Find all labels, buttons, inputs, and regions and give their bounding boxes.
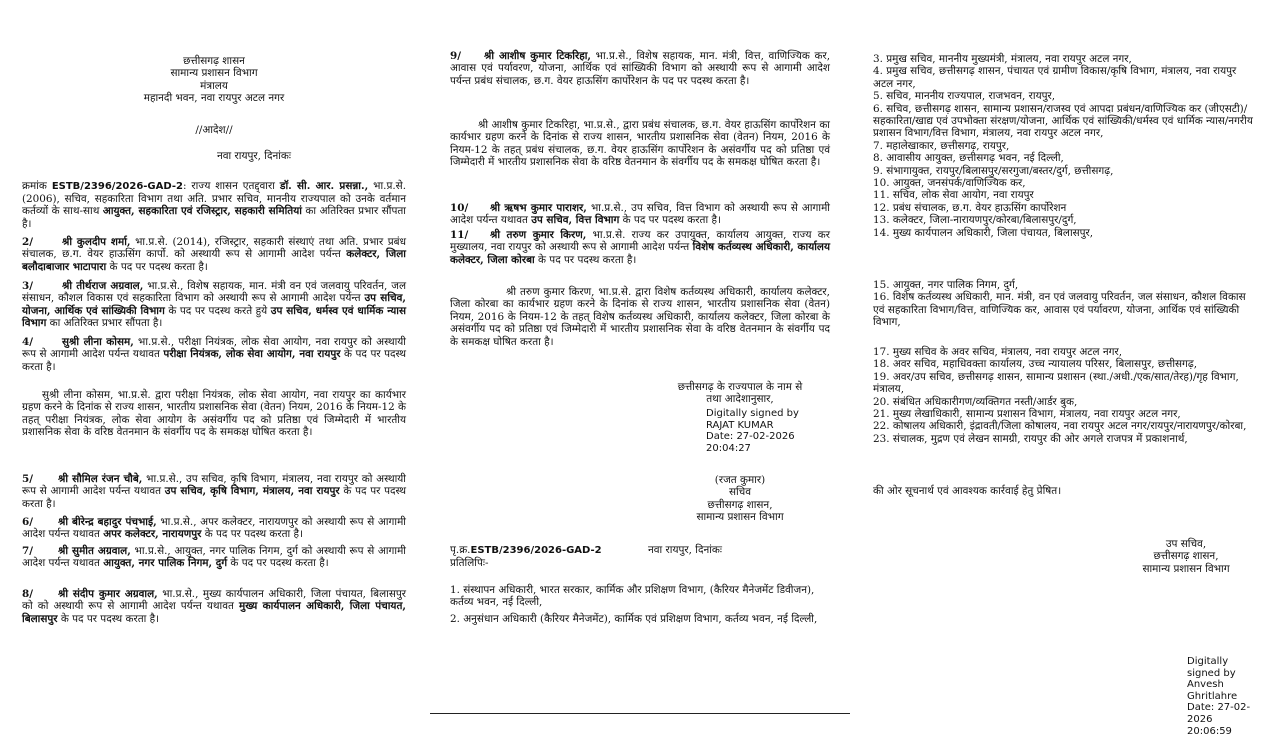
posting: आयुक्त, नगर पालिक निगम, दुर्ग (103, 557, 228, 570)
order-para-11 (450, 229, 830, 266)
page-divider-line (430, 713, 850, 714)
cc-item: 2. अनुसंधान अधिकारी (कैरियर मैनेजमेंट), कार्मिक एवं प्रशिक्षण विभाग, कर्तव्य भवन, नई दिल्ली, (450, 613, 818, 625)
sig-date: Date: 27-02-2026 (1187, 702, 1251, 725)
para-text: भा.प्र.से. (2006), सचिव, सहकारिता विभाग तथा अति. प्रभार सचिव, माननीय राज्यपाल को उनके वर्तमान कर्तव्यों के साथ-साथ (22, 180, 407, 218)
cc-item: 16. विशेष कर्तव्यस्थ अधिकारी, मान. मंत्री, वन एवं जलवायु परिवर्तन, जल संसाधन, कौशल विकास एवं सहकारिता विभाग/वित्त, वाणिज्यिक कर, आवास एवं पर्यावरण, योजना, आर्थिक एवं सांख्यिकी विभाग, (873, 291, 1246, 329)
letterhead-ministry: मंत्रालय (200, 79, 228, 92)
letterhead (22, 55, 406, 105)
para-text: भा.प्र.से. राज्य कर उपायुक्त, कार्यालय आयुक्त, राज्य कर मुख्यालय, नवा रायपुर को अस्थायी रूप से आगामी आदेश पर्यन्त (450, 229, 830, 254)
order-para-6 (22, 516, 406, 541)
para-text: के पद पर पदस्थ करता है। (22, 348, 407, 373)
order-reference: ESTB/2396/2026-GAD-2 (51, 181, 183, 192)
order-para-3 (22, 280, 406, 330)
para-text: भा.प्र.से., मुख्य कार्यपालन अधिकारी, जिला पंचायत, बिलासपुर को को अस्थायी रूप से आगामी आदेश पर्यन्त यथावत (22, 588, 406, 613)
cc-item: 10. आयुक्त, जनसंपर्क/वाणिज्यिक कर, (873, 177, 1026, 190)
sig-name: RAJAT KUMAR (706, 419, 774, 431)
para-text: : राज्य शासन एतद्द्वारा (182, 180, 280, 192)
officer-name: सुश्री लीना कोसम, (62, 336, 134, 348)
deputy-designation: उप सचिव, (1165, 538, 1207, 550)
posting: अपर कलेक्टर, नारायणपुर (103, 528, 202, 541)
officer-name: श्री ऋषभ कुमार पाराशर, (490, 202, 587, 214)
deputy-secretary-block (1101, 538, 1271, 575)
place-date: नवा रायपुर, दिनांकः (216, 150, 291, 162)
para-text: भा.प्र.से., विशेष सहायक, मान. मंत्री वन एवं जलवायु परिवर्तन, जल संसाधन, कौशल विकास एवं सहकारिता विभाग को अस्थायी रूप से आगामी आदेश पर्यन्त (22, 280, 406, 305)
cc-item: 1. संस्थापन अधिकारी, भारत सरकार, कार्मिक और प्रशिक्षण विभाग, (कैरियर मैनेजमेंट डिवीजन), कर्तव्य भवन, नई दिल्ली, (450, 584, 815, 609)
cc-item: 22. कोषालय अधिकारी, इंद्रावती/जिला कोषालय, नवा रायपुर अटल नगर/रायपुर/नारायणपुर/कोरबा, (873, 420, 1247, 433)
officer-name: डॉ. सी. आर. प्रसन्ना., (279, 180, 369, 192)
endorsement-line (450, 544, 830, 557)
posting: उप सचिव, कृषि विभाग, मंत्रालय, नवा रायपुर (164, 485, 340, 498)
para-text: का अतिरिक्त प्रभार सौंपता है। (22, 205, 406, 230)
officer-name: श्री तरुण कुमार किरण, (490, 229, 587, 241)
officer-name: श्री सौमिल रंजन चौबे, (58, 473, 143, 485)
officer-name: श्री तीर्थराज अग्रवाल, (62, 280, 144, 292)
para-text: भा.प्र.से., उप सचिव, वित्त विभाग को अस्थायी रूप से आगामी आदेश पर्यन्त यथावत (450, 202, 830, 227)
secretary-designation: सचिव (728, 486, 752, 499)
secretary-signature-block (665, 474, 815, 524)
secretary-department: सामान्य प्रशासन विभाग (696, 511, 784, 524)
letterhead-department: सामान्य प्रशासन विभाग (170, 67, 258, 80)
cc-item: 21. मुख्य लेखाधिकारी, सामान्य प्रशासन विभाग, मंत्रालय, नवा रायपुर अटल नगर, (873, 408, 1181, 421)
posting: उप सचिव, धर्मस्व एवं धार्मिक न्यास विभाग (22, 304, 407, 330)
officer-name: श्री बीरेन्द्र बहादुर पंचभाई, (58, 516, 157, 528)
para-number: 4/ (22, 336, 34, 348)
para-text: भा.प्र.से., उप सचिव, कृषि विभाग, मंत्रालय, नवा रायपुर को अस्थायी रूप से आगामी आदेश पर्यन्त यथावत (22, 473, 406, 498)
cc-item: 13. कलेक्टर, जिला-नारायणपुर/कोरबा/बिलासपुर/दुर्ग, (873, 214, 1077, 227)
cc-list-b (873, 279, 1258, 329)
governor-line-2: तथा आदेशानुसार, (706, 393, 774, 406)
posting: परीक्षा नियंत्रक, लोक सेवा आयोग, नवा रायपुर (163, 348, 341, 361)
para-text: के पद पर पदस्थ करता है। (227, 557, 329, 570)
cc-item: 15. आयुक्त, नगर पालिक निगम, दुर्ग, (873, 279, 1019, 291)
endorse-prefix: पृ.क्र. (450, 544, 471, 556)
cc-item: 7. महालेखाकार, छत्तीसगढ़, रायपुर, (873, 139, 1010, 152)
order-heading: //आदेश// (195, 124, 233, 136)
cc-list-a (873, 53, 1258, 239)
posting: कलेक्टर, जिला बलौदाबाजार भाटापारा (22, 248, 407, 273)
sig-date: Date: 27-02-2026 (706, 431, 795, 443)
order-para-9 (450, 50, 830, 87)
endorse-reference: ESTB/2396/2026-GAD-2 (470, 545, 602, 556)
order-para-1 (22, 180, 406, 230)
order-para-5 (22, 473, 406, 510)
officer-name: श्री सुमीत अग्रवाल, (58, 545, 131, 557)
para-number: 10/ (450, 202, 469, 214)
para-text: भा.प्र.से., परीक्षा नियंत्रक, लोक सेवा आयोग, नवा रायपुर को अस्थायी रूप से आगामी आदेश पर्यन्त यथावत (22, 336, 407, 361)
order-para-9-note: श्री आशीष कुमार टिकरिहा, भा.प्र.से., द्वारा प्रबंध संचालक, छ.ग. वेयर हाऊसिंग कार्पोरेशन का कार्यभार ग्रहण करने के दिनांक से राज्य शासन, भारतीय प्रशासनिक सेवा (वेतन) नियम, 2016 के नियम-12 के तहत् प्रबंध संचालक, छ.ग. वेयर हाऊसिंग कार्पोरेशन के असंवर्गीय पद को प्रतिष्ठा एवं जिम्मेदारी में भारतीय प्रशासनिक सेवा के वरिष्ठ वेतनमान के संवर्गीय पद के समकक्ष घोषित करता है। (450, 119, 830, 169)
para-number: 8/ (22, 588, 34, 600)
posting: मुख्य कार्यपालन अधिकारी, जिला पंचायत, बिलासपुर (22, 600, 406, 625)
cc-item: 14. मुख्य कार्यपालन अधिकारी, जिला पंचायत, बिलासपुर, (873, 226, 1094, 239)
copy-to-label: प्रतिलिपिः- (450, 557, 489, 569)
para-text: भा.प्र.से., अपर कलेक्टर, नारायणपुर को अस्थायी रूप से आगामी आदेश पर्यन्त यथावत (22, 516, 406, 541)
order-para-10 (450, 202, 830, 227)
para-text: भा.प्र.से., विशेष सहायक, मान. मंत्री, वित्त, वाणिज्यिक कर, आवास एवं पर्यावरण, योजना, आर्थिक एवं सांख्यिकी विभाग को अस्थायी रूप से आगामी आदेश पर्यन्त प्रबंध संचालक, छ.ग. वेयर हाऊसिंग कार्पोरेशन के पद पर पदस्थ करता है। (450, 50, 830, 87)
sig-name: Anvesh Ghritlahre (1187, 679, 1238, 702)
para-number: 2/ (22, 236, 34, 248)
cc-item: 8. आवासीय आयुक्त, छत्तीसगढ़ भवन, नई दिल्ली, (873, 152, 1064, 165)
para-number: 7/ (22, 545, 34, 557)
secretary-name: (रजत कुमार) (714, 474, 766, 486)
para-text: के पद पर पदस्थ करता है। (22, 485, 407, 510)
officer-name: श्री आशीष कुमार टिकरिहा, (484, 50, 592, 62)
cc-item: 19. अवर/उप सचिव, छत्तीसगढ़ शासन, सामान्य प्रशासन (स्था./अधी./एक/सात/तेरह)/गृह विभाग, मंत्रालय, (873, 370, 1239, 396)
para-number: 6/ (22, 516, 34, 528)
para-text: भा.प्र.से. (2014), रजिस्ट्रार, सहकारी संस्थाएं तथा अति. प्रभार प्रबंध संचालक, छ.ग. वेयर हाऊसिंग कार्पो. को अस्थायी रूप से आगामी आदेश पर्यन्त (22, 236, 406, 261)
para-number: 11/ (450, 229, 469, 241)
cc-item: 11. सचिव, लोक सेवा आयोग, नवा रायपुर (873, 189, 1034, 202)
cc-item: 12. प्रबंध संचालक, छ.ग. वेयर हाऊसिंग कार्पोरेशन (873, 201, 1067, 214)
cc-list-c (873, 346, 1258, 445)
cc-item: 23. संचालक, मुद्रण एवं लेखन सामग्री, रायपुर की ओर अगले राजपत्र में प्रकाशनार्थ, (873, 432, 1188, 445)
cc-item: 5. सचिव, माननीय राज्यपाल, राजभवन, रायपुर, (873, 90, 1056, 103)
posting: आयुक्त, सहकारिता एवं रजिस्ट्रार, सहकारी समितियां (102, 205, 302, 218)
para-text: के पद पर पदस्थ करता है। (106, 260, 208, 273)
posting: विशेष कर्तव्यस्थ अधिकारी, कार्यालय कलेक्टर, जिला कोरबा (450, 241, 830, 266)
secretary-government: छत्तीसगढ़ शासन, (707, 498, 773, 511)
sig-time: 20:06:59 (1187, 725, 1232, 737)
officer-name: श्री कुलदीप शर्मा, (62, 236, 131, 248)
posting: उप सचिव, वित्त विभाग (531, 214, 620, 227)
sig-line: Digitally signed by (1187, 656, 1236, 679)
para-text: का अतिरिक्त प्रभार सौंपता है। (46, 317, 163, 330)
order-para-2 (22, 236, 406, 273)
para-number: 9/ (450, 50, 462, 62)
para-text: के पद पर पदस्थ करते हुये (164, 304, 271, 317)
cc-item: 9. संभागायुक्त, रायपुर/बिलासपुर/सरगुजा/बस्तर/दुर्ग, छत्तीसगढ़, (873, 164, 1114, 177)
order-para-4 (22, 336, 406, 373)
endorse-place-date: नवा रायपुर, दिनांकः (648, 544, 723, 556)
letterhead-government: छत्तीसगढ़ शासन (183, 55, 245, 67)
para-text: के पद पर पदस्थ करता है। (57, 612, 160, 625)
deputy-government: छत्तीसगढ़ शासन, (1153, 550, 1219, 563)
order-para-11-note: श्री तरुण कुमार किरण, भा.प्र.से. द्वारा विशेष कर्तव्यस्थ अधिकारी, कार्यालय कलेक्टर, जिला कोरबा का कार्यभार ग्रहण करने के दिनांक से राज्य शासन, भारतीय प्रशासनिक सेवा (वेतन) नियम, 2016 के नियम-12 के तहत् विशेष कर्तव्यस्थ अधिकारी, कार्यालय कलेक्टर, जिला कोरबा के असंवर्गीय पद को प्रतिष्ठा एवं जिम्मेदारी में भारतीय प्रशासनिक सेवा के वरिष्ठ वेतनमान के संवर्गीय पद के समकक्ष घोषित करता है। (450, 286, 830, 348)
para-text: के पद पर पदस्थ करता है। (534, 253, 637, 266)
order-para-7 (22, 545, 406, 570)
forward-note: की ओर सूचनार्थ एवं आवश्यक कार्रवाई हेतु प्रेषित। (873, 485, 1062, 497)
letterhead-address: महानदी भवन, नवा रायपुर अटल नगर (143, 92, 285, 105)
posting: उप सचिव, योजना, आर्थिक एवं सांख्यिकी विभाग (22, 292, 407, 317)
cc-item: 4. प्रमुख सचिव, छत्तीसगढ़ शासन, पंचायत एवं ग्रामीण विकास/कृषि विभाग, मंत्रालय, नवा रायपुर अटल नगर, (873, 65, 1237, 90)
deputy-department: सामान्य प्रशासन विभाग (1142, 562, 1230, 575)
para-text: भा.प्र.से., आयुक्त, नगर पालिक निगम, दुर्ग को अस्थायी रूप से आगामी आदेश पर्यन्त यथावत (22, 545, 406, 570)
cc-item: 6. सचिव, छत्तीसगढ़ शासन, सामान्य प्रशासन/राजस्व एवं आपदा प्रबंधन/वाणिज्यिक कर (जीएसटी)/सहकारिता/खाद्य एवं उपभोक्ता संरक्षण/योजना, आर्थिक एवं सांख्यिकी/धर्मस्व एवं धार्मिक न्यास/नगरीय प्रशासन विभाग/वित्त विभाग, मंत्रालय, नवा रायपुर अटल नगर, (873, 102, 1253, 140)
cc-item: 17. मुख्य सचिव के अवर सचिव, मंत्रालय, नवा रायपुर अटल नगर, (873, 346, 1123, 358)
governor-line-1: छत्तीसगढ़ के राज्यपाल के नाम से (677, 381, 803, 393)
governor-order-line (640, 381, 840, 406)
digital-signature-rajat (706, 408, 799, 454)
sig-line: Digitally signed by (706, 408, 799, 419)
para-number: 3/ (22, 280, 34, 292)
para-text: के पद पर पदस्थ करता है। (619, 214, 721, 227)
cc-item: 3. प्रमुख सचिव, माननीय मुख्यमंत्री, मंत्रालय, नवा रायपुर अटल नगर, (873, 53, 1132, 65)
order-para-4-note: सुश्री लीना कोसम, भा.प्र.से. द्वारा परीक्षा नियंत्रक, लोक सेवा आयोग, नवा रायपुर का कार्यभार ग्रहण करने के दिनांक से राज्य शासन, भारतीय प्रशासनिक सेवा (वेतन) नियम, 2016 के नियम-12 के तहत् परीक्षा नियंत्रक, लोक सेवा आयोग के असंवर्गीय पद को प्रतिष्ठा एवं जिम्मेदारी में भारतीय प्रशासनिक सेवा के वरिष्ठ वेतनमान के संवर्गीय पद के समकक्ष घोषित करता है। (22, 389, 406, 439)
digital-signature-anvesh (1187, 656, 1258, 737)
para-text: क्रमांक (22, 180, 52, 192)
para-number: 5/ (22, 473, 34, 485)
cc-item: 18. अवर सचिव, महाधिवक्ता कार्यालय, उच्च न्यायालय परिसर, बिलासपुर, छत्तीसगढ़, (873, 358, 1198, 371)
sig-time: 20:04:27 (706, 442, 751, 454)
officer-name: श्री संदीप कुमार अग्रवाल, (58, 588, 158, 600)
para-text: के पद पर पदस्थ करता है। (201, 528, 303, 541)
cc-item: 20. संबंधित अधिकारीगण/व्यक्तिगत नस्ती/आर्डर बुक, (873, 395, 1078, 408)
order-para-8 (22, 588, 406, 625)
